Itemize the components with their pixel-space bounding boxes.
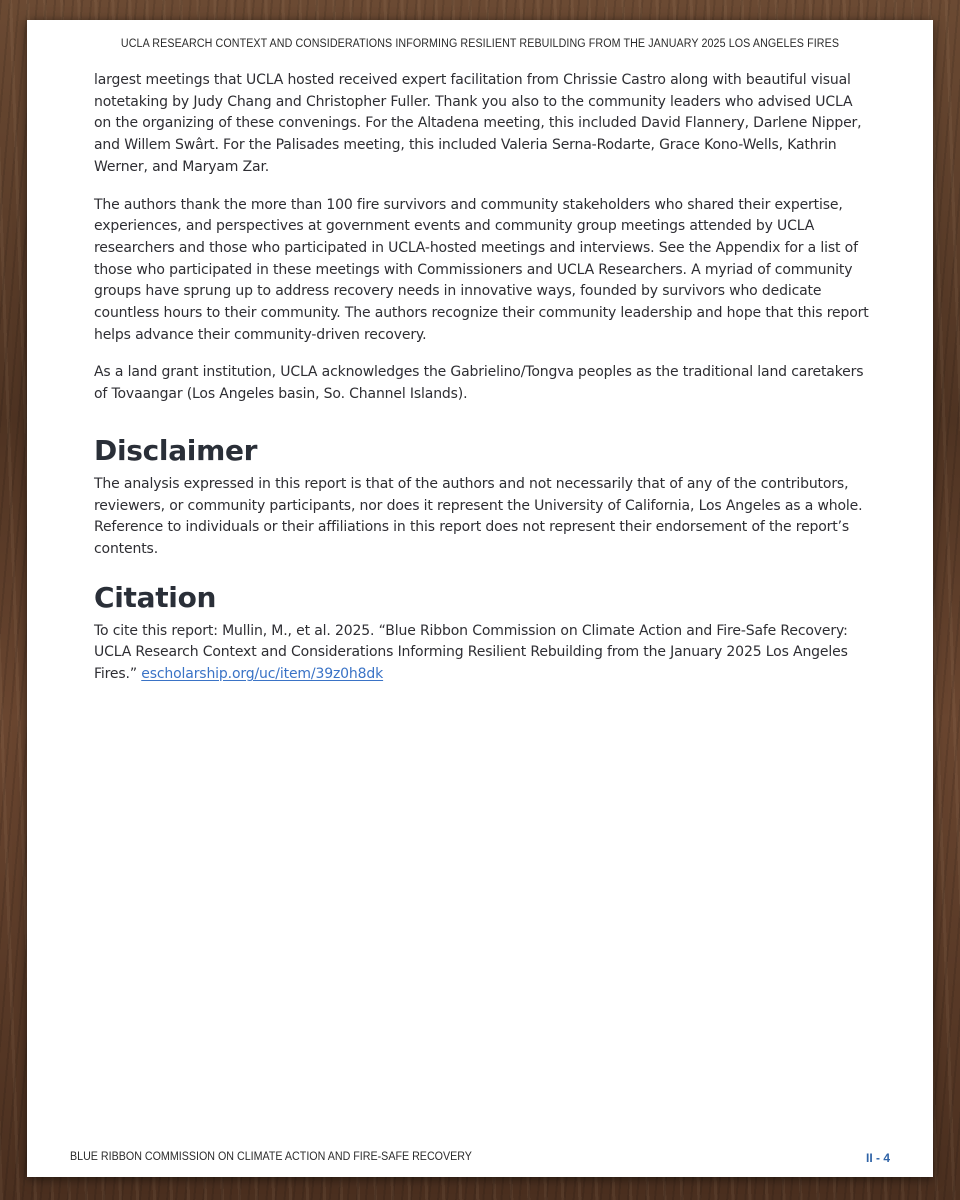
- page-content: [94, 70, 869, 686]
- citation-text: To cite this report: Mullin, M., et al. 2025. “Blue Ribbon Commission on Climate Action and Fire-Safe Recovery: UCLA Research Context and Considerations Informing Resilient Rebuilding from the January 2025 Los Angeles Fires.”: [94, 622, 848, 683]
- citation-heading: Citation: [94, 580, 217, 614]
- disclaimer-heading: Disclaimer: [94, 433, 258, 467]
- acknowledgments-paragraph-2: The authors thank the more than 100 fire survivors and community stakeholders who shared their expertise, experiences, and perspectives at government events and community group meetings attended by UCLA researchers and those who participated in UCLA-hosted meetings and interviews. See the Appendix for a list of those who participated in these meetings with Commissioners and UCLA Researchers. A myriad of community groups have sprung up to address recovery needs in innovative ways, founded by survivors who dedicate countless hours to their community. The authors recognize their community leadership and hope that this report helps advance their community-driven recovery.: [94, 196, 869, 343]
- land-acknowledgment-paragraph: As a land grant institution, UCLA acknowledges the Gabrielino/Tongva peoples as the traditional land caretakers of Tovaangar (Los Angeles basin, So. Channel Islands).: [94, 364, 864, 403]
- page-footer: [70, 1151, 890, 1167]
- running-header: UCLA RESEARCH CONTEXT AND CONSIDERATIONS INFORMING RESILIENT REBUILDING FROM THE JANUARY 2025 LOS ANGELES FIRES: [120, 38, 840, 50]
- document-page: [27, 20, 933, 1177]
- disclaimer-text: The analysis expressed in this report is that of the authors and not necessarily that of any of the contributors, reviewers, or community participants, nor does it represent the University of California, Los Angeles as a whole. Reference to individuals or their affiliations in this report does not represent their endorsement of the report’s contents.: [94, 475, 863, 557]
- page-number: II - 4: [865, 1151, 890, 1165]
- acknowledgments-paragraph-1: largest meetings that UCLA hosted received expert facilitation from Chrissie Castro along with beautiful visual notetaking by Judy Chang and Christopher Fuller. Thank you also to the community leaders who advised UCLA on the organizing of these convenings. For the Altadena meeting, this included David Flannery, Darlene Nipper, and Willem Swârt. For the Palisades meeting, this included Valeria Serna-Rodarte, Grace Kono-Wells, Kathrin Werner, and Maryam Zar.: [94, 72, 862, 175]
- footer-commission-title: BLUE RIBBON COMMISSION ON CLIMATE ACTION AND FIRE-SAFE RECOVERY: [70, 1151, 472, 1163]
- citation-paragraph: [94, 621, 869, 686]
- citation-link[interactable]: escholarship.org/uc/item/39z0h8dk: [141, 666, 384, 683]
